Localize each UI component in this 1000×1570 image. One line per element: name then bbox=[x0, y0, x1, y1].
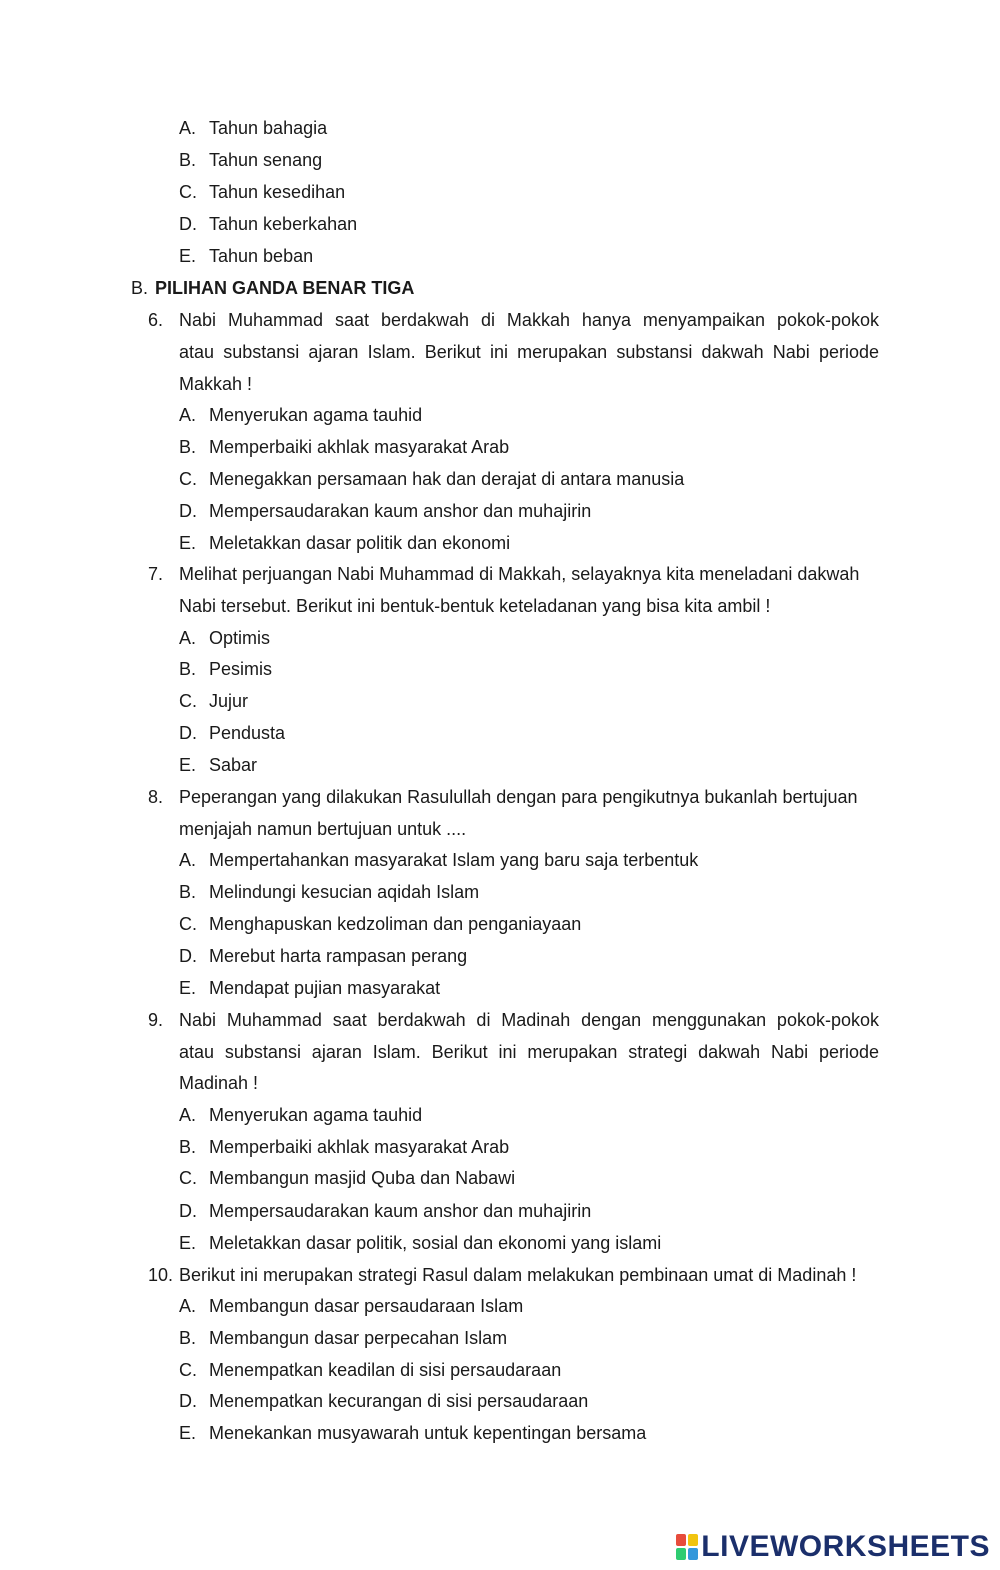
option-text: Tahun keberkahan bbox=[209, 214, 358, 234]
option-text: Tahun beban bbox=[209, 246, 314, 266]
option-letter: D. bbox=[179, 946, 197, 966]
liveworksheets-logo bbox=[676, 1530, 990, 1564]
option-letter: E. bbox=[179, 978, 197, 998]
logo-square bbox=[688, 1548, 698, 1560]
option-letter: E. bbox=[179, 533, 197, 553]
option-letter: D. bbox=[179, 1201, 197, 1221]
option-text: Tahun senang bbox=[209, 150, 323, 170]
logo-square bbox=[688, 1534, 698, 1546]
option-text: Menekankan musyawarah untuk kepentingan bersama bbox=[209, 1423, 647, 1443]
option-letter: B. bbox=[179, 882, 197, 902]
logo-square bbox=[676, 1548, 686, 1560]
option-text: Optimis bbox=[209, 628, 271, 648]
section-title: PILIHAN GANDA BENAR TIGA bbox=[155, 278, 415, 298]
option-letter: E. bbox=[179, 1423, 197, 1443]
option-letter: B. bbox=[179, 1328, 197, 1348]
option-letter: E. bbox=[179, 755, 197, 775]
option-text: Pendusta bbox=[209, 723, 286, 743]
option-text: Memperbaiki akhlak masyarakat Arab bbox=[209, 1137, 510, 1157]
option-text: Menegakkan persamaan hak dan derajat di antara manusia bbox=[209, 469, 685, 489]
option-letter: A. bbox=[179, 1296, 197, 1316]
option-letter: D. bbox=[179, 214, 197, 234]
logo-square bbox=[676, 1534, 686, 1546]
option-letter: E. bbox=[179, 246, 197, 266]
option-text: Tahun bahagia bbox=[209, 118, 328, 138]
option-text: Pesimis bbox=[209, 659, 273, 679]
option-letter: D. bbox=[179, 723, 197, 743]
option-letter: A. bbox=[179, 118, 197, 138]
question-number: 6. bbox=[148, 310, 164, 330]
option-text: Meletakkan dasar politik, sosial dan ekonomi yang islami bbox=[209, 1233, 662, 1253]
option-letter: C. bbox=[179, 182, 197, 202]
option-letter: B. bbox=[179, 1137, 197, 1157]
option-text: Sabar bbox=[209, 755, 258, 775]
section-letter: B. bbox=[131, 278, 149, 298]
option-letter: E. bbox=[179, 1233, 197, 1253]
option-text: Mempersaudarakan kaum anshor dan muhajirin bbox=[209, 501, 592, 521]
option-letter: A. bbox=[179, 1105, 197, 1125]
question-text: Melihat perjuangan Nabi Muhammad di Makkah, selayaknya kita meneladani dakwah bbox=[179, 564, 860, 584]
option-text: Jujur bbox=[209, 691, 249, 711]
option-text: Merebut harta rampasan perang bbox=[209, 946, 468, 966]
option-letter: C. bbox=[179, 691, 197, 711]
option-letter: C. bbox=[179, 1168, 197, 1188]
question-text: menjajah namun bertujuan untuk .... bbox=[179, 819, 467, 839]
option-letter: B. bbox=[179, 437, 197, 457]
option-text: Mendapat pujian masyarakat bbox=[209, 978, 441, 998]
question-text: Berikut ini merupakan strategi Rasul dalam melakukan pembinaan umat di Madinah ! bbox=[179, 1265, 857, 1285]
option-letter: A. bbox=[179, 628, 197, 648]
option-letter: A. bbox=[179, 850, 197, 870]
option-letter: D. bbox=[179, 501, 197, 521]
question-text: Makkah ! bbox=[179, 374, 253, 394]
option-text: Menghapuskan kedzoliman dan penganiayaan bbox=[209, 914, 582, 934]
option-text: Menempatkan keadilan di sisi persaudaraan bbox=[209, 1360, 562, 1380]
question-number: 10. bbox=[148, 1265, 174, 1285]
option-text: Melindungi kesucian aqidah Islam bbox=[209, 882, 480, 902]
question-number: 8. bbox=[148, 787, 164, 807]
question-text: atau substansi ajaran Islam. Berikut ini merupakan strategi dakwah Nabi periode bbox=[179, 1042, 879, 1062]
question-text: Peperangan yang dilakukan Rasulullah dengan para pengikutnya bukanlah bertujuan bbox=[179, 787, 858, 807]
option-text: Mempertahankan masyarakat Islam yang baru saja terbentuk bbox=[209, 850, 699, 870]
question-number: 9. bbox=[148, 1010, 164, 1030]
question-text: Nabi Muhammad saat berdakwah di Madinah dengan menggunakan pokok-pokok bbox=[179, 1010, 879, 1030]
option-letter: C. bbox=[179, 1360, 197, 1380]
option-text: Meletakkan dasar politik dan ekonomi bbox=[209, 533, 511, 553]
logo-text: LIVEWORKSHEETS bbox=[701, 1530, 990, 1563]
option-letter: D. bbox=[179, 1391, 197, 1411]
option-text: Memperbaiki akhlak masyarakat Arab bbox=[209, 437, 510, 457]
question-text: Nabi tersebut. Berikut ini bentuk-bentuk keteladanan yang bisa kita ambil ! bbox=[179, 596, 771, 616]
option-text: Menempatkan kecurangan di sisi persaudaraan bbox=[209, 1391, 589, 1411]
option-text: Mempersaudarakan kaum anshor dan muhajirin bbox=[209, 1201, 592, 1221]
question-text: atau substansi ajaran Islam. Berikut ini merupakan substansi dakwah Nabi periode bbox=[179, 342, 879, 362]
question-number: 7. bbox=[148, 564, 164, 584]
option-text: Menyerukan agama tauhid bbox=[209, 1105, 423, 1125]
question-text: Madinah ! bbox=[179, 1073, 259, 1093]
option-text: Membangun dasar perpecahan Islam bbox=[209, 1328, 508, 1348]
option-letter: A. bbox=[179, 405, 197, 425]
option-letter: C. bbox=[179, 469, 197, 489]
option-letter: B. bbox=[179, 150, 197, 170]
option-text: Tahun kesedihan bbox=[209, 182, 346, 202]
option-letter: B. bbox=[179, 659, 197, 679]
question-text: Nabi Muhammad saat berdakwah di Makkah hanya menyampaikan pokok-pokok bbox=[179, 310, 879, 330]
option-text: Membangun dasar persaudaraan Islam bbox=[209, 1296, 524, 1316]
option-text: Membangun masjid Quba dan Nabawi bbox=[209, 1168, 516, 1188]
option-text: Menyerukan agama tauhid bbox=[209, 405, 423, 425]
option-letter: C. bbox=[179, 914, 197, 934]
liveworksheets-mark-icon bbox=[676, 1534, 698, 1560]
